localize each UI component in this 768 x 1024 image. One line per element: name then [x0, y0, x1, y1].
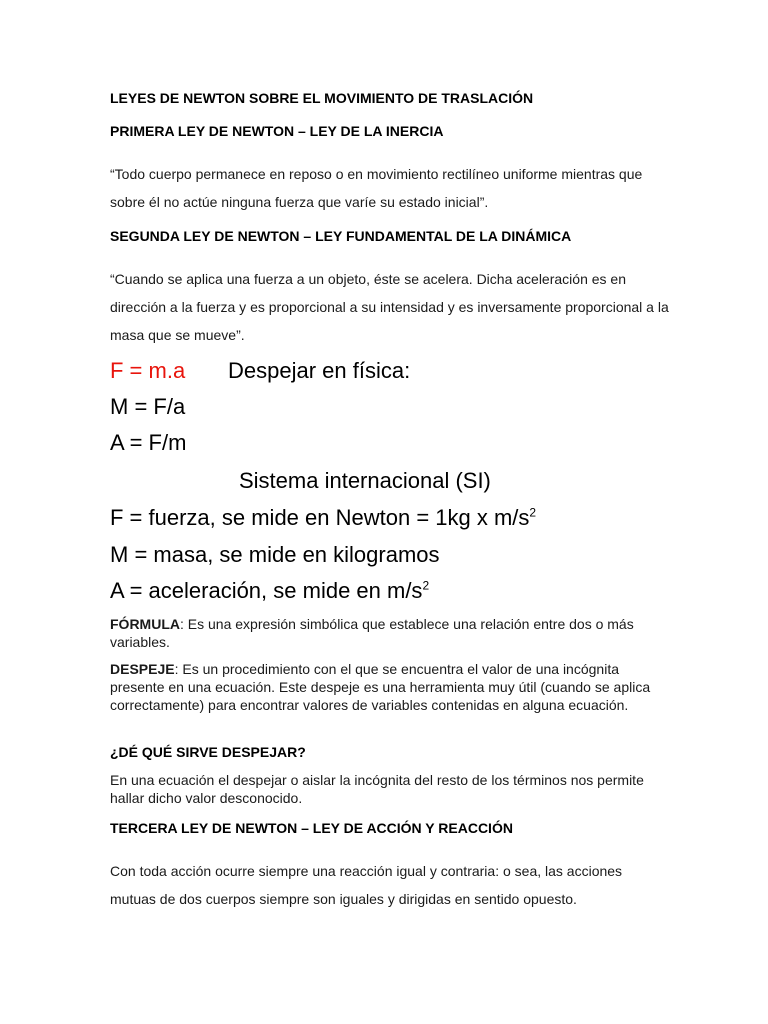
force-unit-line [110, 505, 536, 531]
despeje-definition [110, 660, 670, 714]
despeje-term: DESPEJE [110, 661, 175, 677]
formula-definition [110, 615, 670, 651]
document-title: LEYES DE NEWTON SOBRE EL MOVIMIENTO DE TRASLACIÓN [110, 90, 534, 106]
third-law-text: Con toda acción ocurre siempre una reacción igual y contraria: o sea, las acciones mutuas de dos cuerpos siempre son iguales y dirigidas en sentido opuesto. [110, 863, 623, 907]
formula-main: F = m.a [110, 358, 186, 383]
question-answer: En una ecuación el despejar o aislar la incógnita del resto de los términos nos permite hallar dicho valor desconocido. [110, 772, 644, 806]
accel-unit-line [110, 578, 429, 604]
first-law-quote: “Todo cuerpo permanece en reposo o en movimiento rectilíneo uniforme mientras que sobre él no actúe ninguna fuerza que varíe su estado inicial”. [110, 166, 643, 210]
force-unit-exponent: 2 [529, 505, 537, 520]
formula-definition-text: : Es una expresión simbólica que establece una relación entre dos o más variables. [110, 616, 634, 650]
question-heading: ¿DÉ QUÉ SIRVE DESPEJAR? [110, 744, 306, 760]
formula-acceleration: A = F/m [110, 430, 187, 455]
second-law-quote: “Cuando se aplica una fuerza a un objeto, éste se acelera. Dicha aceleración es en dirección a la fuerza y es proporcional a su intensidad y es inversamente proporcional a la masa que se mueve”. [110, 271, 669, 343]
accel-unit-exponent: 2 [422, 578, 430, 593]
force-unit-text: F = fuerza, se mide en Newton = 1kg x m/s [110, 505, 530, 530]
formula-mass: M = F/a [110, 394, 186, 419]
accel-unit-text: A = aceleración, se mide en m/s [110, 578, 423, 603]
despeje-definition-text: : Es un procedimiento con el que se encuentra el valor de una incógnita presente en una ecuación. Este despeje es una herramienta muy útil (cuando se aplica correctamente) para encontrar valores de variables contenidas en alguna ecuación. [110, 661, 651, 713]
second-law-heading: SEGUNDA LEY DE NEWTON – LEY FUNDAMENTAL DE LA DINÁMICA [110, 228, 572, 244]
first-law-heading: PRIMERA LEY DE NEWTON – LEY DE LA INERCIA [110, 123, 444, 139]
third-law-heading: TERCERA LEY DE NEWTON – LEY DE ACCIÓN Y REACCIÓN [110, 820, 513, 836]
formula-term: FÓRMULA [110, 616, 180, 632]
despejar-label: Despejar en física: [228, 358, 411, 383]
mass-unit-line: M = masa, se mide en kilogramos [110, 542, 440, 567]
si-title: Sistema internacional (SI) [239, 468, 491, 493]
